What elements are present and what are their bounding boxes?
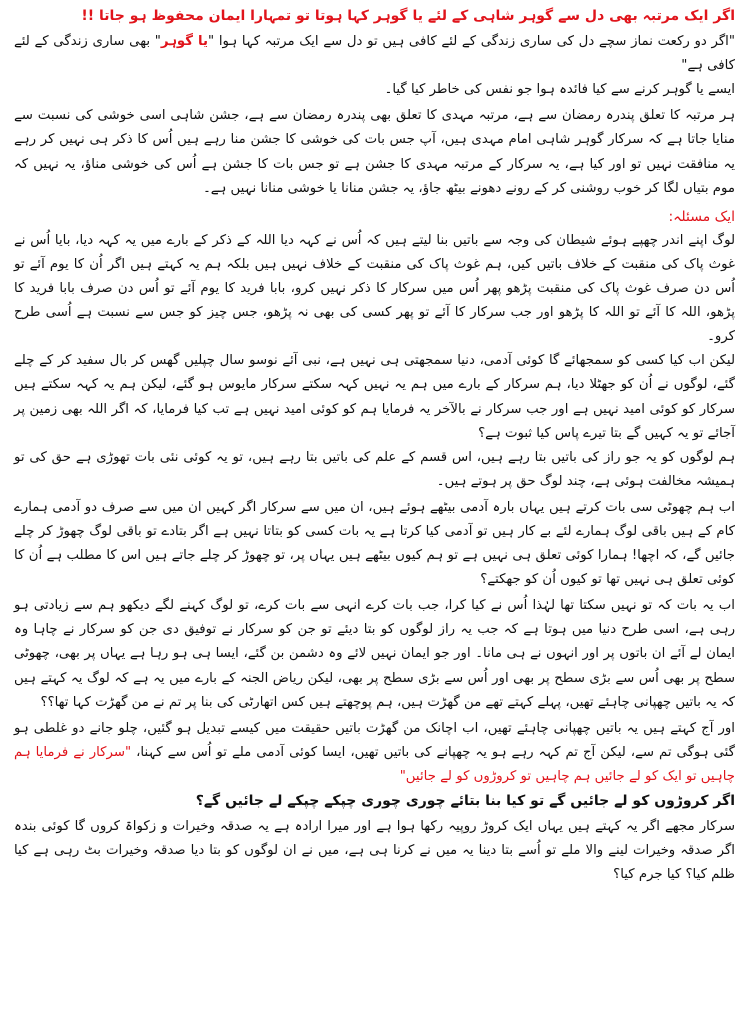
quote-line: "اگر دو رکعت نماز سچے دل کی ساری زندگی کے لئے کافی ہیں تو دل سے ایک مرتبہ کہا ہوا "یا گوہر" بھی ساری زندگی کے لئے کافی ہے" [14, 34, 735, 74]
paragraph-7: اب یہ بات کہ تو نہیں سکتا تھا لہٰذا اُس نے کیا کرا، جب بات کرے انہی سے بات کرے، تو لوگ کہنے لگے دیکھو ہم سے زیادتی ہو رہی ہے، اسی طرح دنیا میں ہوتا ہے کہ جب یہ راز لوگوں کو بتا دیئے تو جن کو سرکار نے توفیق دی جن کو سرکار نے چاہا وہ ایمان لے آئے ان باتوں پر اور انہوں نے ہی مانا۔ اور جو ایمان نہیں لائے وہ دشمن بن گئے، ایسا ہی ہو رہا ہے یہاں پر بھی، چھوٹی سطح پر بھی اُس سے بڑی سطح پر بھی اور اُس سے بڑی سطح پر بھی، لیکن ریاض الجنہ کے بارے میں یہ ہے کہ لوگ یہ کہتے ہیں کہ یہ باتیں چھپانی چاہئے تھیں، پہلے کہتے تھے من گھڑت ہیں، ہم پوچھتے ہیں کس اتھارٹی کی بنا پر تم نے من گھڑت کہا تھا؟؟ [14, 598, 735, 710]
paragraph-3: لوگ اپنے اندر چھپے ہوئے شیطان کی وجہ سے باتیں بنا لیتے ہیں کہ اُس نے کہہ دیا اللہ کے ذکر کے بارے میں یہ کہہ دیا، بایا اُس نے غوث پاک کی منقبت کے خلاف باتیں کیں، ہم غوث پاک کی منقبت کے خلاف نہیں ہیں بلکہ ہم یہ کہتے ہیں اگر اُن کا یوم آئے تو اُس دن صرف غوث پاک کی منقبت پڑھو پھر اُس میں سرکار کا ذکر نہیں کرو، بابا فرید کا یوم آئے تو اُس دن صرف بابا فرید کا پڑھو، اللہ کا آئے تو اللہ کا پڑھو اور جب سرکار کا آئے تو پھر کسی کی بھی نہ پڑھو، جس چیز کو جس سے نسبت ہے اُسی طرح کرو۔ [14, 232, 735, 345]
paragraph-9: سرکار مجھے اگر یہ کہتے ہیں یہاں ایک کروڑ روپیہ رکھا ہوا ہے اور میرا ارادہ ہے یہ صدقہ وخیرات و زکواۃ کروں گا کوئی بندہ اگر صدقہ وخیرات لینے والا ملے تو اُسے بتا دینا یہ میں نے کرنا ہی ہے، میں نے ان لوگوں کو بتا دیا صدقہ وخیرات بٹ رہی ہے کیا ظلم کیا؟ کیا جرم کیا؟ [14, 819, 735, 883]
paragraph-6: اب ہم چھوٹی سی بات کرتے ہیں یہاں بارہ آدمی بیٹھے ہوئے ہیں، ان میں سے سرکار اگر کہیں ان میں سے صرف دو آدمی ہمارے کام کے ہیں باقی لوگ ہمارے لئے بے کار ہیں تو آدمی کیا کرتا ہے یہ بات کسی کو بتاتا نہیں ہے اگر بتادے تو باقی لوگ چھوڑ کر چلے جائیں گے، کہ اچھا! ہمارا کوئی تعلق ہی نہیں ہے تو ہم کیوں بیٹھے ہیں یہاں پر، تو چھوڑ کر چلے جاتے ہیں اس کا مطلب ہے اُن کا کوئی تعلق ہی نہیں تھا تو کیوں اُن کو جھکتے؟ [14, 499, 735, 588]
paragraph-2: ہر مرتبہ کا تعلق پندرہ رمضان سے ہے، مرتبہ مہدی کا تعلق بھی پندرہ رمضان سے ہے، جشن شاہی اسی خوشی کی نسبت سے منایا جاتا ہے کہ سرکار گوہر شاہی امام مہدی ہیں، آپ جس بات کی خوشی کا جشن منا رہے ہیں اُس کا ذکر ہی نہیں کر رہے یہ منافقت نہیں تو اور کیا ہے، یہ سرکار کے مرتبہ مہدی کا جشن ہے تو جس بات کا جشن ہے اُس کی خوشی مناؤ، یہ نہیں کہ موم بتیاں لگا کر خوب روشنی کر کے رونے دھونے بیٹھ جاؤ، یہ جشن منانا یا خوشی منانا نہیں ہے۔ [14, 108, 735, 196]
paragraph-4: لیکن اب کیا کسی کو سمجھائے گا کوئی آدمی، دنیا سمجھتی ہی نہیں ہے، نبی آئے نوسو سال چپلیں گھس کر بال سفید کر کے چلے گئے، لوگوں نے اُن کو جھٹلا دیا، ہم سرکار کے بارے میں ہم یہ نہیں کہہ سکتے سرکار مایوس ہو گئے، لیکن ہم یہ کہہ سکتے ہیں سرکار کو کوئی امید نہیں ہے اور جب سرکار نے بالآخر یہ فرمایا ہم کو کوئی امید نہیں ہے تب کیا فرمایا، کہ اگر اللہ بھی زمین پر آجائے تو یہ کہیں گے بتا تیرے پاس کیا ثبوت ہے؟ [14, 353, 735, 441]
paragraph-8-text: اور آج کہتے ہیں یہ باتیں چھپانی چاہئے تھیں، اب اچانک من گھڑت باتیں حقیقت میں کیسے تبدیل ہو گئیں، چلو جانے دو غلطی ہو گئی ہوگی تم سے، لیکن آج تم کہہ رہے ہو یہ چھپانے کی باتیں تھیں، ایسا کوئی آدمی ملے تو اُس سے کہنا، [14, 720, 735, 760]
paragraph-1: ایسے یا گوہر کرنے سے کیا فائدہ ہوا جو نفس کی خاطر کیا گیا۔ [384, 82, 735, 98]
section-heading-2: اگر کروڑوں کو لے جائیں گے تو کیا بنا بتائے چوری چوری چپکے چپکے لے جائیں گے؟ [195, 793, 735, 809]
paragraph-5: ہم لوگوں کو یہ جو راز کی باتیں بتا رہے ہیں، اس قسم کے علم کی باتیں بتا رہے ہیں، تو یہ کوئی نئی بات تھوڑی ہے حق کی تو ہمیشہ مخالفت ہوئی ہے، چند لوگ حق پر ہوتے ہیں۔ [14, 449, 735, 489]
quote-text: اگر دو رکعت نماز سچے دل کی ساری زندگی کے لئے کافی ہیں تو دل سے ایک مرتبہ کہا ہوا [218, 34, 729, 50]
section-heading: ایک مسئلہ: [668, 208, 735, 225]
quote-text-end: بھی ساری زندگی کے لئے کافی ہے [14, 34, 735, 74]
page-title: اگر ایک مرتبہ بھی دل سے گوہر شاہی کے لئے یا گوہر کہا ہوتا تو تمہارا ایمان محفوظ ہو جاتا !! [81, 8, 735, 24]
paragraph-8-quote: "سرکار نے فرمایا ہم چاہیں تو ایک کو لے جائیں ہم چاہیں تو کروڑوں کو لے جائیں" [14, 744, 735, 784]
paragraph-8 [14, 717, 735, 789]
quote-highlight: یا گوہر [160, 34, 209, 50]
